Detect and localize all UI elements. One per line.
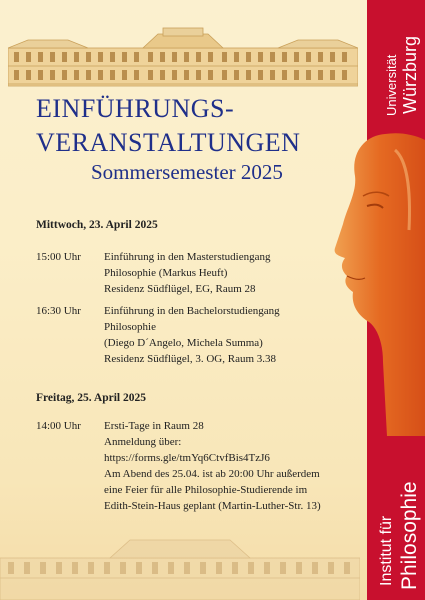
event-line: Anmeldung über: — [104, 436, 182, 448]
residenz-palace-illustration — [8, 26, 358, 88]
institute-label — [364, 470, 425, 595]
event-line: Einführung in den Masterstudiengang — [104, 251, 271, 263]
day-heading: Mittwoch, 23. April 2025 — [36, 219, 158, 231]
event-line: (Diego D´Angelo, Michela Summa) — [104, 337, 263, 349]
poster-subtitle: Sommersemester 2025 — [91, 160, 283, 184]
day-heading: Freitag, 25. April 2025 — [36, 392, 146, 404]
event-line: Residenz Südflügel, EG, Raum 28 — [104, 283, 256, 295]
event-time: 16:30 Uhr — [36, 305, 81, 317]
event-description — [104, 418, 321, 514]
event-time: 14:00 Uhr — [36, 420, 81, 432]
poster-title-line2: VERANSTALTUNGEN — [36, 128, 301, 157]
event-line: Residenz Südflügel, 3. OG, Raum 3.38 — [104, 353, 277, 365]
event-description — [104, 303, 280, 367]
event-time: 15:00 Uhr — [36, 251, 81, 263]
event-description — [104, 249, 271, 297]
event-line: Edith-Stein-Haus geplant (Martin-Luther-Str. 13) — [104, 500, 321, 512]
university-word: Universität — [384, 54, 399, 116]
registration-link[interactable]: https://forms.gle/tmYq6CtvfBis4TzJ6 — [104, 452, 270, 464]
poster-title-line1: EINFÜHRUNGS- — [36, 94, 235, 123]
university-city: Würzburg — [400, 35, 420, 114]
university-label — [364, 10, 425, 130]
residenz-facade-illustration — [0, 528, 360, 600]
institute-word: Institut für — [378, 515, 395, 586]
event-line: Einführung in den Bachelorstudiengang — [104, 305, 280, 317]
department-name: Philosophie — [398, 481, 421, 590]
sculpture-head-profile — [325, 130, 425, 440]
event-line: Ersti-Tage in Raum 28 — [104, 420, 204, 432]
event-line: Am Abend des 25.04. ist ab 20:00 Uhr außerdem — [104, 468, 320, 480]
event-line: eine Feier für alle Philosophie-Studierende im — [104, 484, 308, 496]
event-line: Philosophie (Markus Heuft) — [104, 267, 228, 279]
event-line: Philosophie — [104, 321, 156, 333]
